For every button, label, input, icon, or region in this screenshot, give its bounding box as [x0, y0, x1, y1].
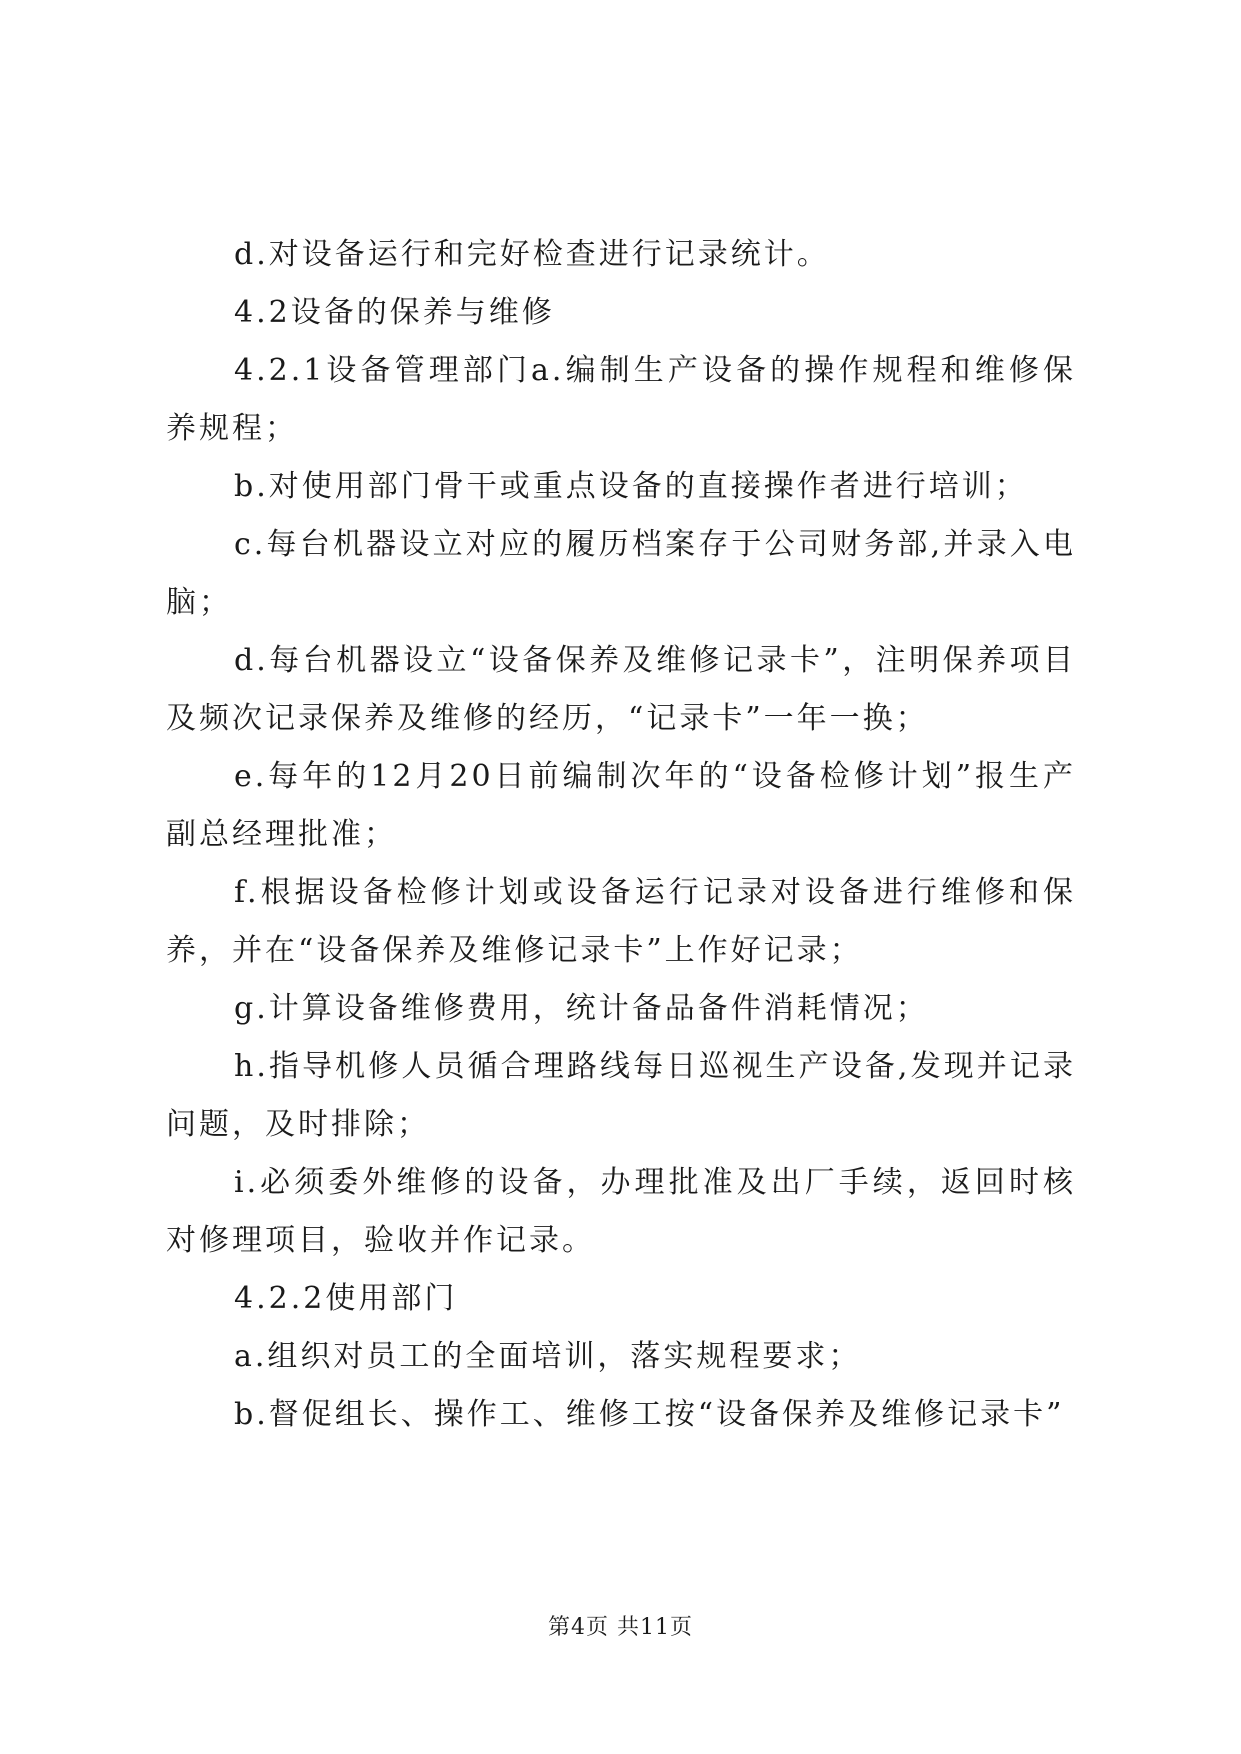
document-body: [166, 226, 1076, 1444]
paragraph-item-b-supervise: b.督促组长、操作工、维修工按“设备保养及维修记录卡”: [234, 1397, 1065, 1432]
paragraph-4-2-1-a: 4.2.1设备管理部门a.编制生产设备的操作规程和维修保养规程；: [166, 353, 1076, 446]
paragraph-item-f-maintenance: f.根据设备检修计划或设备运行记录对设备进行维修和保养，并在“设备保养及维修记录卡”上作好记录；: [166, 875, 1076, 968]
section-heading-4-2: 4.2设备的保养与维修: [234, 295, 555, 330]
section-heading-4-2-2: 4.2.2使用部门: [234, 1281, 458, 1316]
page-number-footer: 第4页 共11页: [548, 1615, 693, 1640]
paragraph-item-e-plan: e.每年的12月20日前编制次年的“设备检修计划”报生产副总经理批准；: [166, 759, 1076, 852]
paragraph-item-c-archive: c.每台机器设立对应的履历档案存于公司财务部,并录入电脑；: [166, 527, 1076, 620]
paragraph-item-g-cost: g.计算设备维修费用，统计备品备件消耗情况；: [234, 991, 929, 1026]
paragraph-item-a-staff-training: a.组织对员工的全面培训，落实规程要求；: [234, 1339, 862, 1374]
paragraph-item-d-record-stats: d.对设备运行和完好检查进行记录统计。: [234, 237, 830, 272]
paragraph-item-i-outsourcing: i.必须委外维修的设备，办理批准及出厂手续，返回时核对修理项目，验收并作记录。: [166, 1165, 1076, 1258]
paragraph-item-b-training: b.对使用部门骨干或重点设备的直接操作者进行培训；: [234, 469, 1028, 504]
paragraph-item-d-record-card: d.每台机器设立“设备保养及维修记录卡”，注明保养项目及频次记录保养及维修的经历，“记录卡”一年一换；: [166, 643, 1076, 736]
paragraph-item-h-inspection: h.指导机修人员循合理路线每日巡视生产设备,发现并记录问题，及时排除；: [166, 1049, 1076, 1142]
